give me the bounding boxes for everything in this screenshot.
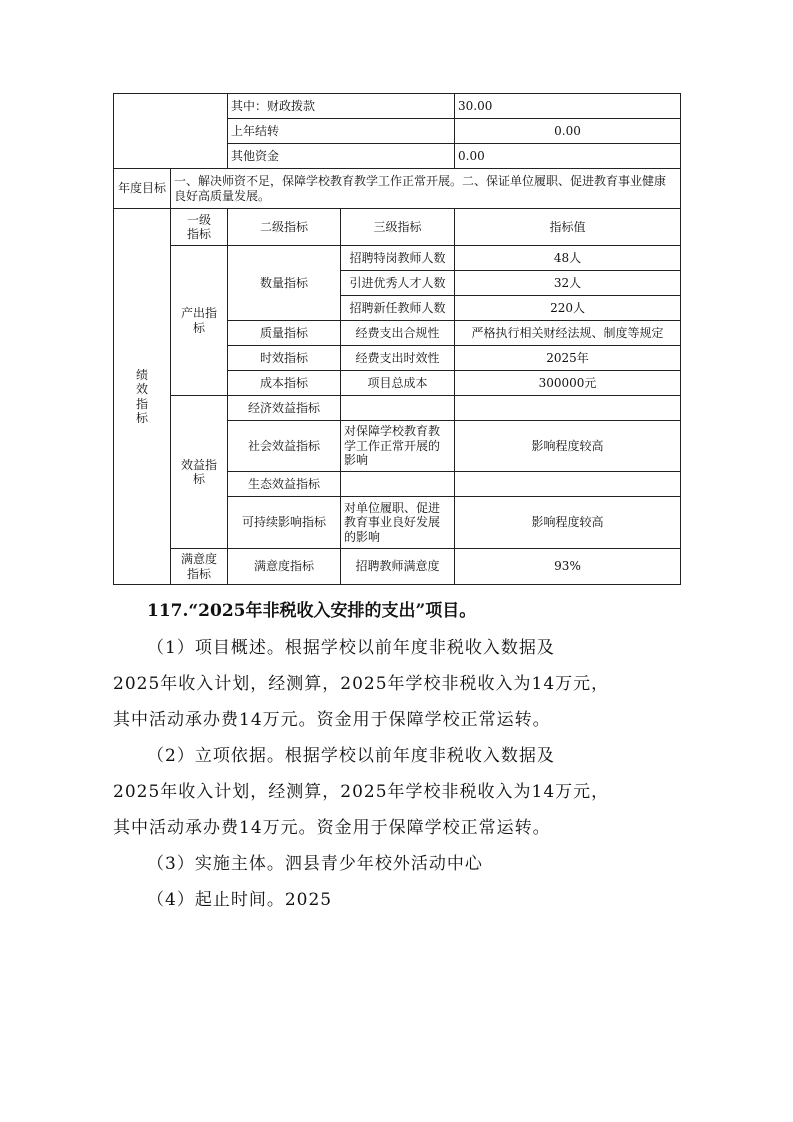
header-level3: 三级指标 xyxy=(341,209,455,246)
sustainable-l2: 可持续影响指标 xyxy=(228,497,341,549)
funding-label-carryover: 上年结转 xyxy=(228,119,455,144)
satisfaction-l3: 招聘教师满意度 xyxy=(341,549,455,585)
funding-label-fiscal: 其中：财政拨款 xyxy=(228,94,455,119)
header-level1-text: 一级指标 xyxy=(186,212,211,241)
cost-value: 300000元 xyxy=(455,371,681,396)
quantity-l3-1: 引进优秀人才人数 xyxy=(341,271,455,296)
body-line-1: （1）项目概述。根据学校以前年度非税收入数据及 xyxy=(147,638,555,658)
funding-label-other: 其他资金 xyxy=(228,144,455,169)
quantity-l3-0: 招聘特岗教师人数 xyxy=(341,246,455,271)
quantity-value-2: 220人 xyxy=(455,296,681,321)
funding-blank-cell xyxy=(114,94,228,169)
quantity-value-0: 48人 xyxy=(455,246,681,271)
social-l3: 对保障学校教育教学工作正常开展的影响 xyxy=(341,421,455,472)
quantity-l3-2: 招聘新任教师人数 xyxy=(341,296,455,321)
economic-l2: 经济效益指标 xyxy=(228,396,341,421)
funding-value-carryover: 0.00 xyxy=(455,119,681,144)
body-line-2: 2025年收入计划，经测算，2025年学校非税收入为14万元， xyxy=(113,674,610,694)
section-heading: 117.“2025年非税收入安排的支出”项目。 xyxy=(147,601,477,621)
header-level2: 二级指标 xyxy=(228,209,341,246)
body-line-5: 2025年收入计划，经测算，2025年学校非税收入为14万元， xyxy=(113,782,610,802)
benefit-label-text: 效益指标 xyxy=(180,457,217,486)
perf-label-text: 绩效指标 xyxy=(135,367,148,425)
satisfaction-l1-text: 满意度指标 xyxy=(180,552,217,581)
benefit-label xyxy=(171,396,228,549)
sustainable-l3: 对单位履职、促进教育事业良好发展的影响 xyxy=(341,497,455,549)
body-line-7: （3）实施主体。泗县青少年校外活动中心 xyxy=(147,854,483,874)
goal-label: 年度目标 xyxy=(114,169,171,209)
performance-table xyxy=(113,93,681,585)
economic-value xyxy=(455,396,681,421)
output-label xyxy=(171,246,228,396)
quality-l2: 质量指标 xyxy=(228,321,341,346)
satisfaction-l2: 满意度指标 xyxy=(228,549,341,585)
quality-l3: 经费支出合规性 xyxy=(341,321,455,346)
ecological-value xyxy=(455,472,681,497)
timeliness-l2: 时效指标 xyxy=(228,346,341,371)
header-value: 指标值 xyxy=(455,209,681,246)
quantity-label: 数量指标 xyxy=(228,246,341,321)
goal-text: 一、解决师资不足，保障学校教育教学工作正常开展。二、保证单位履职、促进教育事业健康良好高质量发展。 xyxy=(171,169,681,209)
body-line-3: 其中活动承办费14万元。资金用于保障学校正常运转。 xyxy=(113,710,551,730)
funding-value-fiscal: 30.00 xyxy=(455,94,681,119)
timeliness-l3: 经费支出时效性 xyxy=(341,346,455,371)
output-label-text: 产出指标 xyxy=(180,306,217,335)
ecological-l3 xyxy=(341,472,455,497)
satisfaction-l1 xyxy=(171,549,228,585)
quantity-value-1: 32人 xyxy=(455,271,681,296)
funding-value-other: 0.00 xyxy=(455,144,681,169)
cost-l2: 成本指标 xyxy=(228,371,341,396)
sustainable-value: 影响程度较高 xyxy=(455,497,681,549)
social-value: 影响程度较高 xyxy=(455,421,681,472)
body-line-4: （2）立项依据。根据学校以前年度非税收入数据及 xyxy=(147,746,555,766)
body-line-8: （4）起止时间。2025 xyxy=(147,890,333,910)
quality-value: 严格执行相关财经法规、制度等规定 xyxy=(455,321,681,346)
cost-l3: 项目总成本 xyxy=(341,371,455,396)
section-body xyxy=(113,630,713,918)
timeliness-value: 2025年 xyxy=(455,346,681,371)
economic-l3 xyxy=(341,396,455,421)
satisfaction-value: 93% xyxy=(455,549,681,585)
header-level1 xyxy=(171,209,228,246)
ecological-l2: 生态效益指标 xyxy=(228,472,341,497)
social-l2: 社会效益指标 xyxy=(228,421,341,472)
perf-label xyxy=(114,209,171,585)
body-line-6: 其中活动承办费14万元。资金用于保障学校正常运转。 xyxy=(113,818,551,838)
